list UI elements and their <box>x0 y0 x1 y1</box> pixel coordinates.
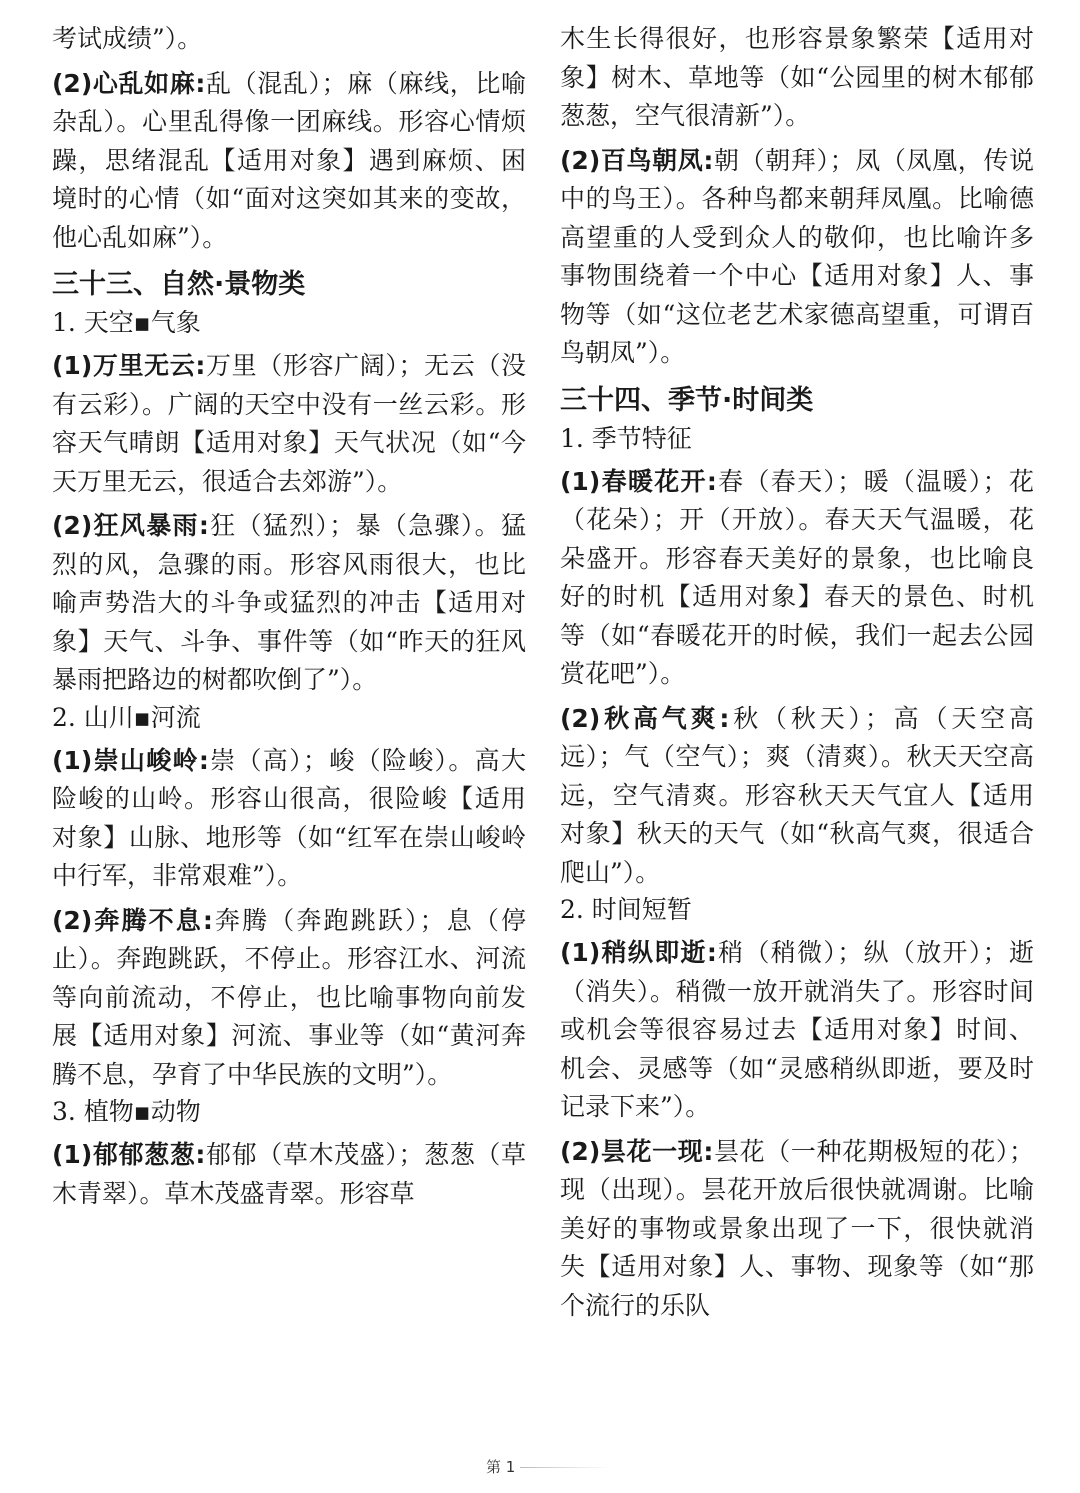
idiom-entry: (2)心乱如麻:乱（混乱）；麻（麻线，比喻杂乱）。心里乱得像一团麻线。形容心情烦躁，思绪混乱【适用对象】遇到麻烦、困境时的心情（如“面对这突如其来的变故，他心乱如麻”）。 <box>52 68 526 252</box>
page-number: 第 1 <box>486 1458 516 1476</box>
idiom-term: 稍纵即逝 <box>600 938 707 967</box>
subsection-title: 2. 时间短暂 <box>560 895 692 924</box>
idiom-term: 万里无云 <box>92 351 196 380</box>
idiom-explanation: 万里（形容广阔）；无云（没有云彩）。广阔的天空中没有一丝云彩。形容天气晴朗【适用对象】天气状况（如“今天万里无云，很适合去郊游”）。 <box>52 351 526 496</box>
subsection-title: 1. 天空▪气象 <box>52 308 201 337</box>
idiom-term: 崇山峻岭 <box>92 745 199 775</box>
idiom-explanation: 郁郁（草木茂盛）；葱葱（草木青翠）。草木茂盛青翠。形容草 <box>52 1140 526 1208</box>
idiom-entry: (1)郁郁葱葱:郁郁（草木茂盛）；葱葱（草木青翠）。草木茂盛青翠。形容草 <box>52 1140 526 1208</box>
idiom-entry: (2)狂风暴雨:狂（猛烈）；暴（急骤）。猛烈的风，急骤的雨。形容风雨很大，也比喻声势浩大的斗争或猛烈的冲击【适用对象】天气、斗争、事件等（如“昨天的狂风暴雨把路边的树都吹倒了”）。 <box>52 511 526 694</box>
idiom-entry: (1)稍纵即逝:稍（稍微）；纵（放开）；逝（消失）。稍微一放开就消失了。形容时间或机会等很容易过去【适用对象】时间、机会、灵感等（如“灵感稍纵即逝，要及时记录下来”）。 <box>560 938 1034 1121</box>
idiom-explanation: 奔腾（奔跑跳跃）；息（停止）。奔跑跳跃，不停止。形容江水、河流等向前流动，不停止，也比喻事物向前发展【适用对象】河流、事业等（如“黄河奔腾不息，孕育了中华民族的文明”）。 <box>52 905 526 1089</box>
section-heading: 三十四、季节·时间类 <box>560 384 814 416</box>
entry-number: (1) <box>52 745 93 775</box>
idiom-entry: (1)崇山峻岭:崇（高）；峻（险峻）。高大险峻的山岭。形容山很高，很险峻【适用对象】山脉、地形等（如“红军在崇山峻岭中行军，非常艰难”）。 <box>52 745 526 890</box>
idiom-term: 春暖花开 <box>600 466 707 496</box>
idiom-term: 狂风暴雨 <box>92 511 199 540</box>
idiom-term: 昙花一现 <box>600 1136 704 1166</box>
page-footer <box>486 1456 610 1477</box>
entry-number: (1) <box>52 351 93 380</box>
idiom-explanation: 稍（稍微）；纵（放开）；逝（消失）。稍微一放开就消失了。形容时间或机会等很容易过去【适用对象】时间、机会、灵感等（如“灵感稍纵即逝，要及时记录下来”）。 <box>560 938 1034 1121</box>
idiom-explanation: 狂（猛烈）；暴（急骤）。猛烈的风，急骤的雨。形容风雨很大，也比喻声势浩大的斗争或猛烈的冲击【适用对象】天气、斗争、事件等（如“昨天的狂风暴雨把路边的树都吹倒了”）。 <box>52 511 526 694</box>
idiom-entry: (2)百鸟朝凤:朝（朝拜）；凤（凤凰，传说中的鸟王）。各种鸟都来朝拜凤凰。比喻德高望重的人受到众人的敬仰，也比喻许多事物围绕着一个中心【适用对象】人、事物等（如“这位老艺术家德高望重，可谓百鸟朝凤”）。 <box>560 145 1034 367</box>
idiom-explanation: 秋（秋天）；高（天空高远）；气（空气）；爽（清爽）。秋天天空高远，空气清爽。形容秋天天气宜人【适用对象】秋天的天气（如“秋高气爽，很适合爬山”）。 <box>560 703 1034 887</box>
idiom-term: 郁郁葱葱 <box>92 1140 196 1169</box>
idiom-explanation: 崇（高）；峻（险峻）。高大险峻的山岭。形容山很高，很险峻【适用对象】山脉、地形等（如“红军在崇山峻岭中行军，非常艰难”）。 <box>52 745 526 890</box>
idiom-explanation: 乱（混乱）；麻（麻线，比喻杂乱）。心里乱得像一团麻线。形容心情烦躁，思绪混乱【适用对象】遇到麻烦、困境时的心情（如“面对这突如其来的变故，他心乱如麻”）。 <box>52 68 526 252</box>
idiom-explanation: 春（春天）；暖（温暖）；花（花朵）；开（开放）。春天天气温暖，花朵盛开。形容春天美好的景象，也比喻良好的时机【适用对象】春天的景色、时机等（如“春暖花开的时候，我们一起去公园赏花吧”）。 <box>560 466 1034 688</box>
idiom-entry: (1)春暖花开:春（春天）；暖（温暖）；花（花朵）；开（开放）。春天天气温暖，花朵盛开。形容春天美好的景象，也比喻良好的时机【适用对象】春天的景色、时机等（如“春暖花开的时候，我们一起去公园赏花吧”）。 <box>560 466 1034 688</box>
entry-number: (2) <box>560 1136 601 1166</box>
entry-number: (1) <box>52 1140 93 1169</box>
entry-number: (2) <box>560 145 601 175</box>
subsection-title: 2. 山川▪河流 <box>52 702 201 732</box>
entry-number: (2) <box>52 905 93 935</box>
idiom-explanation: 朝（朝拜）；凤（凤凰，传说中的鸟王）。各种鸟都来朝拜凤凰。比喻德高望重的人受到众人的敬仰，也比喻许多事物围绕着一个中心【适用对象】人、事物等（如“这位老艺术家德高望重，可谓百鸟朝凤”）。 <box>560 145 1034 367</box>
idiom-explanation: 昙花（一种花期极短的花）；现（出现）。昙花开放后很快就凋谢。比喻美好的事物或景象出现了一下，很快就消失【适用对象】人、事物、现象等（如“那个流行的乐队 <box>560 1136 1034 1320</box>
idiom-entry: (2)奔腾不息:奔腾（奔跑跳跃）；息（停止）。奔跑跳跃，不停止。形容江水、河流等向前流动，不停止，也比喻事物向前发展【适用对象】河流、事业等（如“黄河奔腾不息，孕育了中华民族的文明”）。 <box>52 905 526 1089</box>
idiom-entry: (1)万里无云:万里（形容广阔）；无云（没有云彩）。广阔的天空中没有一丝云彩。形容天气晴朗【适用对象】天气状况（如“今天万里无云，很适合去郊游”）。 <box>52 351 526 496</box>
entry-number: (2) <box>560 703 601 733</box>
idiom-term: 心乱如麻 <box>92 68 196 98</box>
paragraph-continued: 木生长得很好，也形容景象繁荣【适用对象】树木、草地等（如“公园里的树木郁郁葱葱，空气很清新”）。 <box>560 24 1034 130</box>
footer-rule <box>520 1467 610 1468</box>
subsection-title: 3. 植物▪动物 <box>52 1097 201 1126</box>
idiom-entry: (2)昙花一现:昙花（一种花期极短的花）；现（出现）。昙花开放后很快就凋谢。比喻美好的事物或景象出现了一下，很快就消失【适用对象】人、事物、现象等（如“那个流行的乐队 <box>560 1136 1034 1320</box>
idiom-entry: (2)秋高气爽:秋（秋天）；高（天空高远）；气（空气）；爽（清爽）。秋天天空高远，空气清爽。形容秋天天气宜人【适用对象】秋天的天气（如“秋高气爽，很适合爬山”）。 <box>560 703 1034 887</box>
entry-number: (2) <box>52 511 93 540</box>
entry-number: (1) <box>560 466 601 496</box>
right-column <box>560 20 1034 1325</box>
paragraph-continued: 考试成绩”）。 <box>52 24 203 53</box>
idiom-term: 百鸟朝凤 <box>600 145 704 175</box>
idiom-term: 秋高气爽 <box>600 703 720 733</box>
section-heading: 三十三、自然·景物类 <box>52 269 306 300</box>
subsection-title: 1. 季节特征 <box>560 423 692 453</box>
left-column <box>52 20 526 1213</box>
idiom-term: 奔腾不息 <box>92 905 203 935</box>
entry-number: (2) <box>52 68 93 98</box>
entry-number: (1) <box>560 938 601 967</box>
